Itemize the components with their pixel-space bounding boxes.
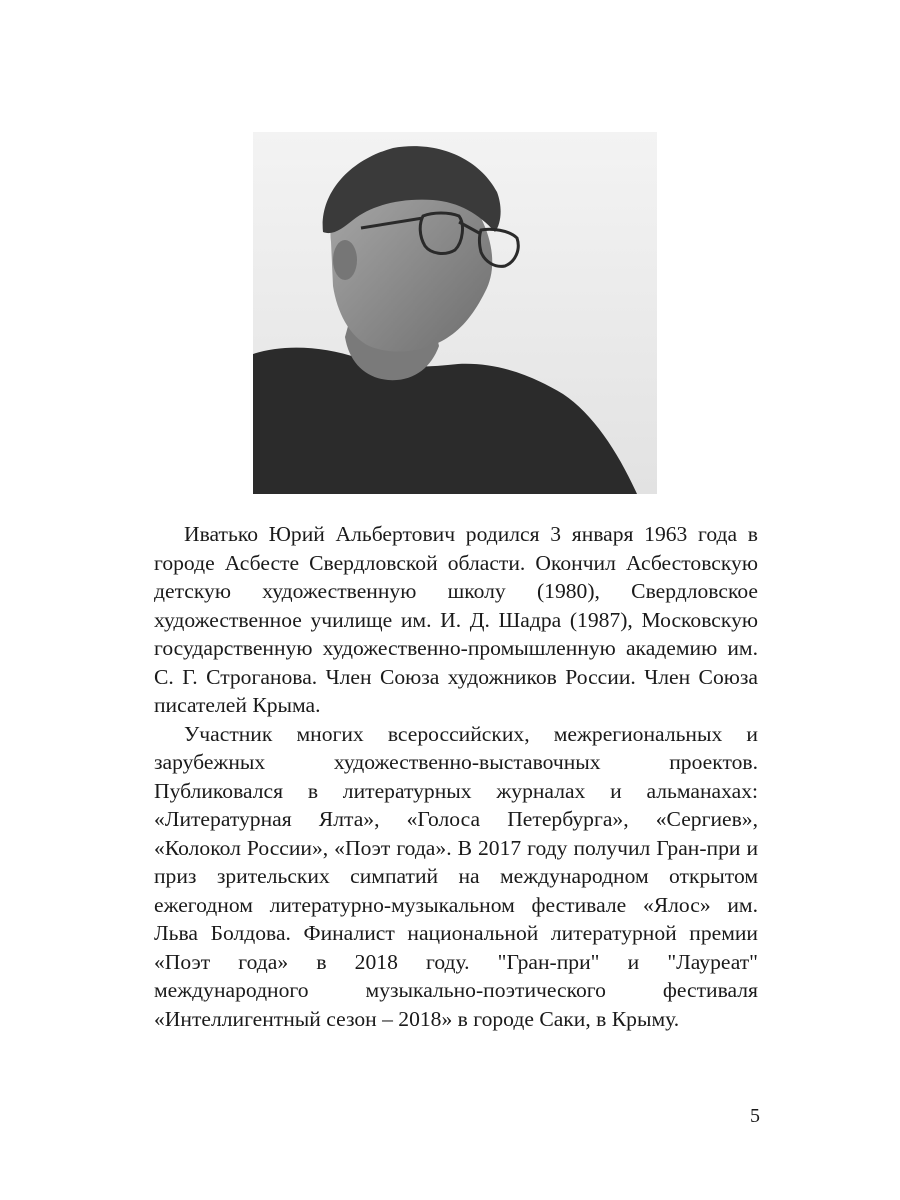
biography-text [154,520,758,1033]
biography-paragraph: Иватько Юрий Альбертович родился 3 января 1963 года в городе Асбесте Свердловской области. Окончил Асбестовскую детскую художественную школу (1980), Свердловское художественное училище им. И. Д. Шадра (1987), Московскую государственную художественно-промышленную академию им. С. Г. Строганова. Член Союза художников России. Член Союза писателей Крыма. [154,522,758,717]
author-portrait-photo [253,132,657,494]
biography-paragraph: Участник многих всероссийских, межрегиональных и зарубежных художественно-выставочных проектов. Публиковался в литературных журналах и альманахах: «Литературная Ялта», «Голоса Петербурга», «Сергиев», «Колокол России», «Поэт года». В 2017 году получил Гран-при и приз зрительских симпатий на международном открытом ежегодном литературно-музыкальном фестивале «Ялос» им. Льва Болдова. Финалист национальной литературной премии «Поэт года» в 2018 году. "Гран-при" и "Лауреат" международного музыкально-поэтического фестиваля «Интеллигентный сезон – 2018» в городе Саки, в Крыму. [154,721,758,1031]
page-number: 5 [750,1105,760,1127]
